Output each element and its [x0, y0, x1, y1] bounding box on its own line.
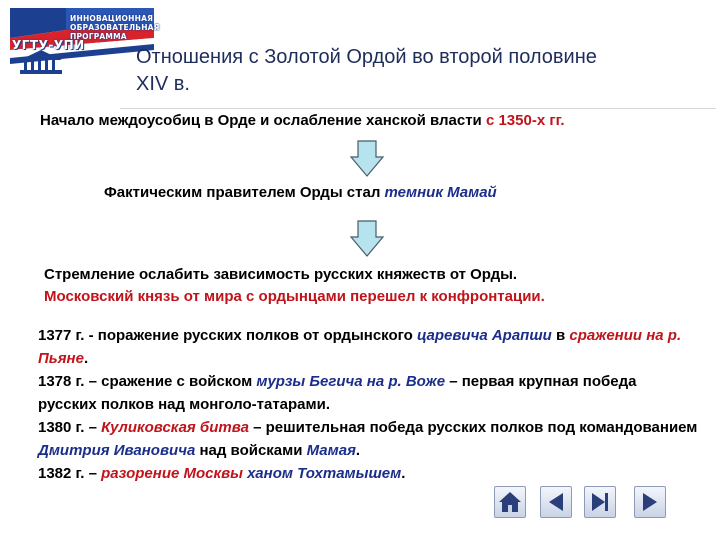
last-slide-button[interactable] [584, 486, 616, 518]
logo-program-text [70, 14, 160, 41]
event-text: . [401, 465, 406, 482]
event-text: в [551, 327, 570, 344]
slide-title-line-2: XIV в. [136, 73, 190, 95]
event-text: над войсками [195, 442, 307, 459]
event-highlight: Куликовская битва [101, 419, 249, 436]
university-logo [4, 4, 160, 84]
next-slide-button[interactable] [634, 486, 666, 518]
previous-icon [541, 487, 571, 517]
events-list [38, 324, 698, 485]
event-text: . [355, 442, 361, 459]
previous-slide-button[interactable] [540, 486, 572, 518]
logo-line-1: ИННОВАЦИОННАЯ [70, 14, 154, 23]
event-text: – [84, 419, 102, 436]
event-highlight: Дмитрия Ивановича [38, 442, 196, 459]
event-text: – решительная победа русских полков под командованием [248, 419, 698, 436]
title-divider [120, 108, 716, 109]
logo-line-2: ОБРАЗОВАТЕЛЬНАЯ [70, 23, 160, 32]
home-icon [495, 487, 525, 517]
event-year: 1378 г. [38, 373, 85, 390]
logo-abbreviation: УГТУ-УПИ [12, 38, 85, 52]
event-highlight: царевича Арапши [417, 327, 552, 344]
statement-ruler-name: темник Мамай [384, 184, 497, 201]
event-text: – первая крупная победа русских полков над монголо-татарами. [38, 373, 637, 413]
statement-text: Начало междоусобиц в Орде и ослабление ханской власти [40, 112, 486, 129]
event-highlight: ханом Тохтамышем [247, 465, 402, 482]
statement-ruler [104, 184, 497, 201]
statement-line-1: Стремление ослабить зависимость русских княжеств от Орды. [44, 266, 518, 283]
home-button[interactable] [494, 486, 526, 518]
logo-line-3: ПРОГРАММА [70, 32, 127, 41]
event-text: – сражение с войском [84, 373, 257, 390]
event-highlight: сражении на р. Пьяне [38, 327, 682, 367]
statement-line-2: Московский князь от мира с ордынцами перешел к конфронтации. [44, 288, 545, 305]
last-icon [585, 487, 615, 517]
event-year: 1382 г. [38, 465, 85, 482]
statement-text: Фактическим правителем Орды стал [104, 184, 385, 201]
event-1382 [38, 462, 698, 485]
event-year: 1380 г. [38, 419, 85, 436]
slide-title [136, 44, 706, 98]
event-text: . [83, 350, 89, 367]
event-text: – [84, 465, 102, 482]
statement-civil-strife [40, 112, 565, 129]
statement-date: с 1350-х гг. [485, 112, 565, 129]
slide-title-line-1: Отношения с Золотой Ордой во второй половине [136, 46, 597, 68]
down-arrow-icon [349, 220, 385, 258]
event-year: 1377 г. [38, 327, 85, 344]
statement-confrontation [44, 264, 545, 308]
event-text: - поражение русских полков от ордынского [84, 327, 418, 344]
event-1380 [38, 416, 698, 462]
next-icon [635, 487, 665, 517]
event-1378 [38, 370, 698, 416]
event-highlight: мурзы Бегича на р. Воже [256, 373, 446, 390]
event-highlight: Мамая [306, 442, 356, 459]
event-1377 [38, 324, 698, 370]
down-arrow-icon [349, 140, 385, 178]
event-highlight: разорение Москвы [101, 465, 243, 482]
